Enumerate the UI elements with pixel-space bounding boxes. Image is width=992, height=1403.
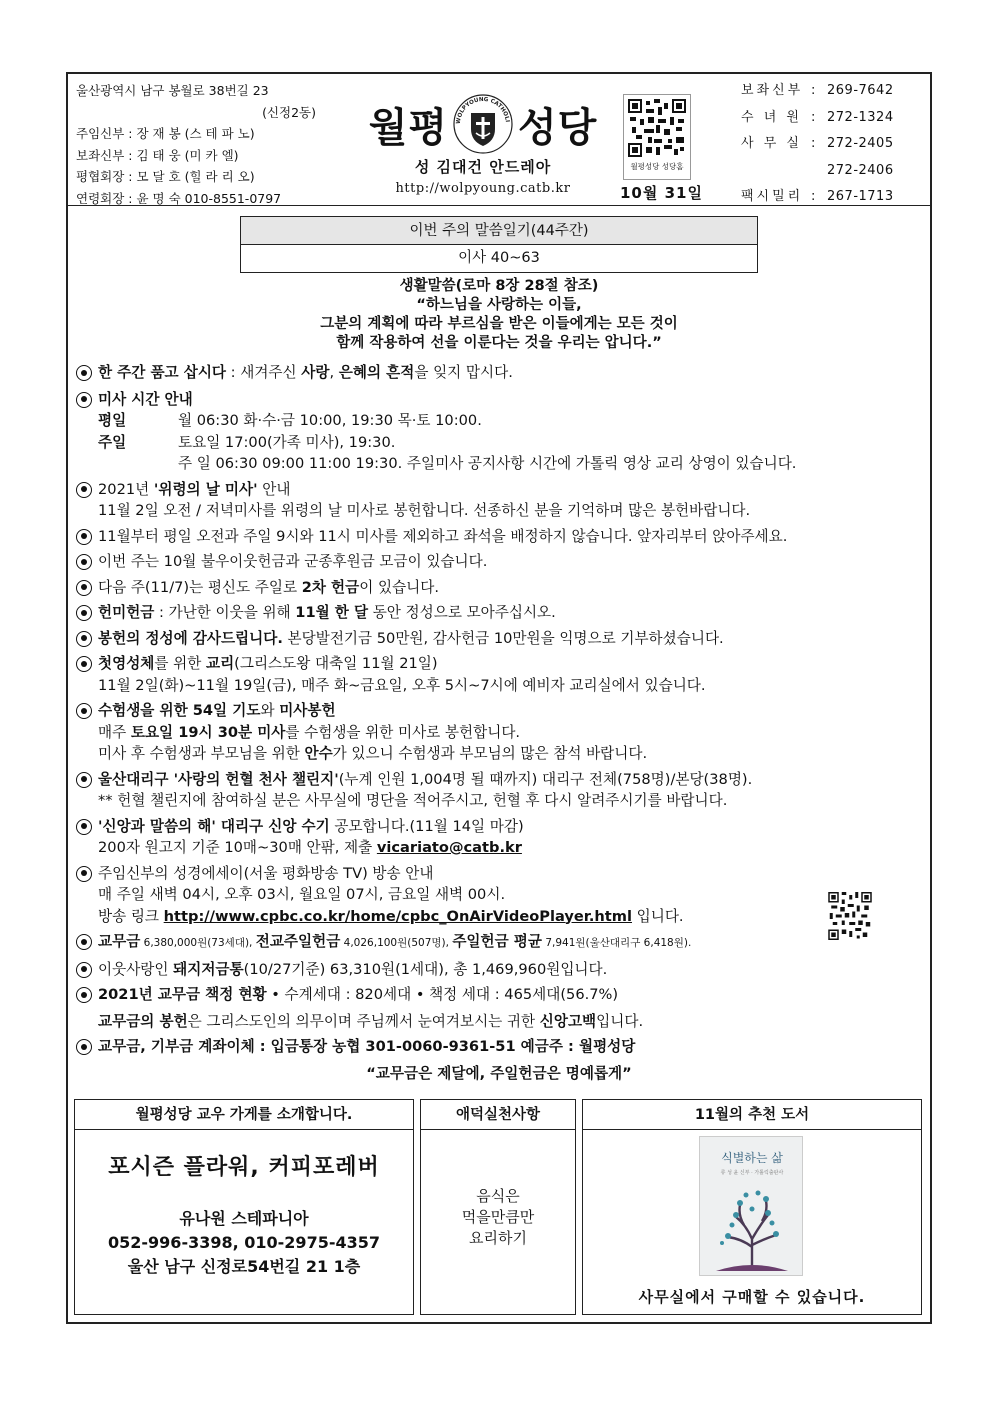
bullet-icon (76, 866, 92, 882)
store-phone: 052-996-3398, 010-2975-4357 (108, 1233, 380, 1252)
weekly-word-range: 이사 40~63 (458, 250, 540, 266)
qr-code-icon (628, 99, 686, 157)
book-heading: 11월의 추천 도서 (583, 1100, 921, 1130)
parish-name-2: 성당 (518, 103, 598, 151)
staff-row: 주임신부 : 장 재 봉 (스 테 파 노) (76, 126, 255, 141)
charity-heading: 애덕실천사항 (421, 1100, 575, 1130)
bullet-icon (76, 987, 92, 1003)
notice-item: 헌미헌금 : 가난한 이웃을 위해 11월 한 달 동안 정성으로 모아주십시오. (74, 602, 924, 624)
email-link[interactable]: vicariato@catb.kr (376, 839, 522, 856)
notice-item: 2021년 '위령의 날 미사' 안내 11월 2일 오전 / 저녁미사를 위령의 날 미사로 봉헌합니다. 선종하신 분을 기억하며 많은 봉헌바랍니다. (74, 479, 924, 522)
bullet-icon (76, 580, 92, 596)
store-name: 포시즌 플라워, 커피포레버 (108, 1155, 380, 1180)
broadcast-link[interactable]: http://www.cpbc.co.kr/home/cpbc_OnAirVideoPlayer.html (163, 907, 632, 925)
store-owner: 유나원 스테파니아 (179, 1209, 309, 1228)
weekly-word-title: 이번 주의 말씀일기(44주간) (241, 217, 757, 245)
bullet-icon (76, 529, 92, 545)
issue-date: 10월 31일 (620, 184, 703, 202)
phone-directory (741, 78, 926, 211)
notice-item: 11월부터 평일 오전과 주일 9시와 11시 미사를 제외하고 좌석을 배정하지 않습니다. 앞자리부터 앉아주세요. (74, 526, 924, 548)
notice-item: 이번 주는 10월 불우이웃헌금과 군종후원금 모금이 있습니다. (74, 551, 924, 573)
masthead (343, 96, 623, 196)
staff-row: 연령회장 : 윤 명 숙 010-8551-0797 (76, 190, 282, 206)
bullet-icon (76, 365, 92, 381)
contact-row: 사 무 실 : 272-2405 (741, 136, 894, 151)
book-cover-title: 식별하는 삶 (721, 1151, 783, 1165)
homepage-qr[interactable] (623, 94, 691, 180)
bullet-icon (76, 934, 92, 950)
bullet-icon (76, 962, 92, 978)
address-line-2: (신정2동) (262, 104, 316, 120)
bullet-icon (76, 1039, 92, 1055)
notice-item: 미사 시간 안내 평일 월 06:30 화·수·금 10:00, 19:30 목·토 10:00. 주일 토요일 17:00(가족 미사), 19:30. 주 일 06:30 09:00 11:00 19:30. 주일미사 공지사항 시간에 가톨릭 영상 교리 상영이 있습니다. (74, 389, 924, 475)
svg-text:WOLPYOUNG CATHOLIC CHURCH: WOLPYOUNG CATHOLI (455, 96, 510, 125)
life-word: 생활말씀(로마 8장 28절 참조) “하느님을 사랑하는 이들, 그분의 계획에 따라 부르심을 받은 이들에게는 모든 것이 함께 작용하여 선을 이룬다는 것을 우리는 압니다.” (320, 278, 678, 351)
notice-item: 주임신부의 성경에세이(서울 평화방송 TV) 방송 안내 매 주일 새벽 04시, 오후 03시, 월요일 07시, 금요일 새벽 00시. 방송 링크 http://www.cpbc.co.kr/home/cpbc_OnAirVideoPlayer.html 입니다. (74, 863, 924, 928)
bullet-icon (76, 819, 92, 835)
staff-row: 보좌신부 : 김 태 웅 (미 카 엘) (76, 147, 239, 163)
contact-row: 보좌신부 : 269-7642 (741, 83, 894, 98)
tree-illustration-icon (712, 1181, 792, 1273)
store-heading: 월평성당 교우 가게를 소개합니다. (75, 1100, 413, 1130)
parish-info (76, 80, 346, 209)
notice-item: 울산대리구 '사랑의 헌혈 천사 챌린지'(누계 인원 1,004명 될 때까지) 대리구 전체(758명)/본당(38명). ** 헌혈 챌린지에 참여하실 분은 사무실에 명단을 적어주시고, 헌혈 후 다시 알려주시기를 바랍니다. (74, 769, 924, 812)
bullet-icon (76, 656, 92, 672)
notice-item: 교무금 6,380,000원(73세대), 전교주일헌금 4,026,100원(507명), 주일헌금 평균 7,941원(울산대리구 6,418원). (74, 931, 924, 955)
charity-text: 음식은 먹을만큼만 요리하기 (461, 1187, 535, 1247)
parish-name-1: 월평 (368, 103, 448, 151)
offering-motto: “교무금은 제달에, 주일헌금은 명예롭게” (366, 1064, 632, 1082)
store-box (74, 1099, 414, 1315)
bullet-icon (76, 554, 92, 570)
patron-saint: 성 김대건 안드레아 (414, 158, 552, 176)
bullet-icon (76, 482, 92, 498)
book-cover (699, 1136, 803, 1276)
parish-url[interactable]: http://wolpyoung.catb.kr (395, 181, 571, 196)
notice-item: 이웃사랑인 돼지저금통(10/27기준) 63,310원(1세대), 총 1,469,960원입니다. (74, 959, 924, 981)
notice-item: 교무금, 기부금 계좌이체 : 입금통장 농협 301-0060-9361-51 예금주 : 월평성당 (74, 1036, 924, 1058)
notice-list (74, 362, 924, 1083)
contact-row: 272-2406 (827, 162, 894, 178)
bullet-icon (76, 772, 92, 788)
address-line-1: 울산광역시 남구 봉월로 38번길 23 (76, 83, 269, 98)
staff-row: 평협회장 : 모 달 호 (힐 라 리 오) (76, 169, 255, 184)
book-box (582, 1099, 922, 1315)
notice-item: 첫영성체를 위한 교리(그리스도왕 대축일 11월 21일) 11월 2일(화)~11월 19일(금), 매주 화~금요일, 오후 5시~7시에 예비자 교리실에서 있습니다. (74, 653, 924, 696)
notice-item: 수험생을 위한 54일 기도와 미사봉헌 매주 토요일 19시 30분 미사를 수험생을 위한 미사로 봉헌합니다. 미사 후 수험생과 부모님을 위한 안수가 있으니 수험생과 부모님의 많은 참석 바랍니다. (74, 700, 924, 765)
notice-item: '신앙과 말씀의 해' 대리구 신앙 수기 공모합니다.(11월 14일 마감) 200자 원고지 기준 10매~30매 안팎, 제출 vicariato@catb.kr (74, 816, 924, 859)
church-seal-icon (452, 93, 514, 155)
notice-item: 한 주간 품고 삽시다 : 새겨주신 사랑, 은혜의 흔적을 잊지 맙시다. (74, 362, 924, 384)
book-purchase-note: 사무실에서 구매할 수 있습니다. (638, 1288, 866, 1306)
bulletin-header (68, 74, 930, 206)
contact-row: 팩시밀리 : 267-1713 (741, 189, 894, 204)
broadcast-qr-icon[interactable] (828, 892, 872, 942)
contact-row: 수 녀 원 : 272-1324 (741, 109, 894, 125)
bulletin-page (66, 72, 932, 1324)
bullet-icon (76, 703, 92, 719)
notice-item: 다음 주(11/7)는 평신도 주일로 2차 헌금이 있습니다. (74, 577, 924, 599)
qr-caption: 월평성당 성당홈 (630, 162, 684, 171)
weekly-word-box (240, 216, 758, 273)
store-address: 울산 남구 신정로54번길 21 1층 (127, 1257, 361, 1276)
bullet-icon (76, 605, 92, 621)
notice-item: 2021년 교무금 책정 현황 • 수계세대 : 820세대 • 책정 세대 : 465세대(56.7%) 교무금의 봉헌은 그리스도인의 의무이며 주님께서 눈여겨보시는 귀한 신앙고백입니다. (74, 984, 924, 1032)
bullet-icon (76, 392, 92, 408)
charity-box (420, 1099, 576, 1315)
bullet-icon (76, 631, 92, 647)
notice-item: 봉헌의 정성에 감사드립니다. 본당발전기금 50만원, 감사헌금 10만원을 익명으로 기부하셨습니다. (74, 628, 924, 650)
book-cover-sub: 류 성 윤 신부 · 가톨릭출판사 (720, 1170, 784, 1176)
